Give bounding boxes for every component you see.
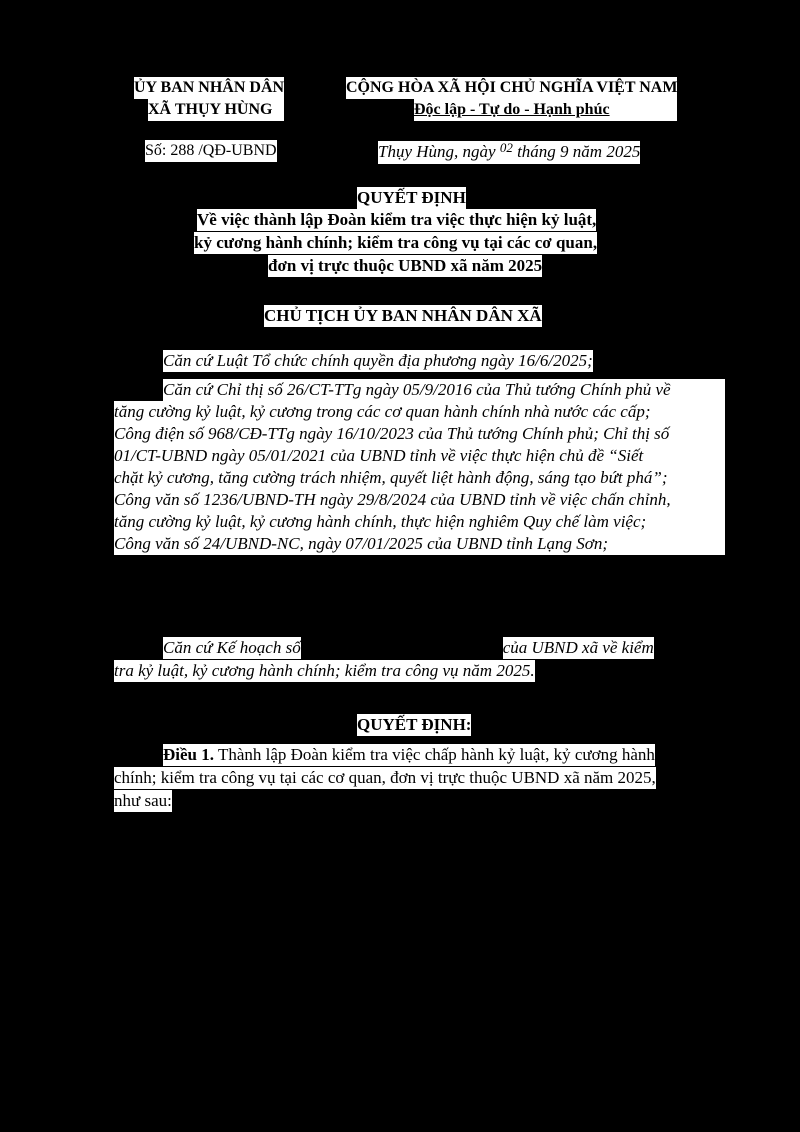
decision-heading: QUYẾT ĐỊNH: xyxy=(357,715,472,734)
agency-block xyxy=(134,77,284,121)
date-day: 02 xyxy=(499,140,513,155)
title-line2: kỷ cương hành chính; kiểm tra công vụ tại các cơ quan, xyxy=(194,233,598,252)
title-line1: Về việc thành lập Đoàn kiểm tra việc thực hiện kỷ luật, xyxy=(197,210,597,229)
basis-p2-line: 01/CT-UBND ngày 05/01/2021 của UBND tỉnh về việc thực hiện chủ đề “Siết xyxy=(114,445,725,467)
basis-p2 xyxy=(114,379,725,555)
document-date xyxy=(378,141,640,164)
basis-p2-line: tăng cường kỷ luật, kỷ cương hành chính, thực hiện nghiêm Quy chế làm việc; xyxy=(114,511,725,533)
date-suffix: tháng 9 năm 2025 xyxy=(517,142,641,161)
national-motto: Độc lập - Tự do - Hạnh phúc xyxy=(414,99,677,121)
title-line3-wrap xyxy=(268,255,542,277)
title-line3: đơn vị trực thuộc UBND xã năm 2025 xyxy=(268,256,543,275)
national-block xyxy=(346,77,677,121)
redacted-block xyxy=(301,640,503,658)
basis-p3-line1 xyxy=(163,637,654,659)
article1-line3: như sau: xyxy=(114,791,172,810)
basis-p2-line: Công điện số 968/CĐ-TTg ngày 16/10/2023 của Thủ tướng Chính phủ; Chỉ thị số xyxy=(114,423,725,445)
agency-name: ỦY BAN NHÂN DÂN xyxy=(134,77,284,99)
authority-heading: CHỦ TỊCH ỦY BAN NHÂN DÂN XÃ xyxy=(264,306,542,325)
basis-p2-line: Công văn số 24/UBND-NC, ngày 07/01/2025 của UBND tỉnh Lạng Sơn; xyxy=(114,533,725,555)
decision-heading-wrap xyxy=(357,714,471,736)
doc-number: Số: 288 /QĐ-UBND xyxy=(145,140,277,162)
basis-p3-end: của UBND xã về kiểm xyxy=(502,638,654,657)
article1-line3-wrap xyxy=(114,790,172,812)
doc-number-wrap xyxy=(145,140,277,162)
article1-first-line xyxy=(163,744,655,766)
title-heading-wrap xyxy=(357,187,466,209)
basis-p3-line2: tra kỷ luật, kỷ cương hành chính; kiểm tra công vụ năm 2025. xyxy=(114,661,535,680)
national-title: CỘNG HÒA XÃ HỘI CHỦ NGHĨA VIỆT NAM xyxy=(346,77,677,99)
article1-line1 xyxy=(163,744,655,766)
basis-p2-line: tăng cường kỷ luật, kỷ cương trong các cơ quan hành chính nhà nước các cấp; xyxy=(114,401,725,423)
basis-p3-start: Căn cứ Kế hoạch số xyxy=(163,638,301,657)
basis-p2-line: Công văn số 1236/UBND-TH ngày 29/8/2024 của UBND tỉnh về việc chấn chỉnh, xyxy=(114,489,725,511)
article1-line2-wrap xyxy=(114,767,656,789)
date-prefix: Thụy Hùng, ngày xyxy=(378,142,496,161)
article1-line2: chính; kiểm tra công vụ tại các cơ quan, đơn vị trực thuộc UBND xã năm 2025, xyxy=(114,768,656,787)
basis-p2-line: Căn cứ Chỉ thị số 26/CT-TTg ngày 05/9/2016 của Thủ tướng Chính phủ về xyxy=(163,379,725,401)
basis-p1-wrap xyxy=(163,350,593,372)
article1-label: Điều 1. xyxy=(163,745,214,764)
title-line2-wrap xyxy=(194,232,597,254)
basis-p3-line2-wrap xyxy=(114,660,535,682)
authority-wrap xyxy=(264,305,542,327)
date-wrap xyxy=(378,141,640,164)
title-heading: QUYẾT ĐỊNH xyxy=(357,188,466,207)
basis-p2-line: chặt kỷ cương, tăng cường trách nhiệm, quyết liệt hành động, sáng tạo bứt phá”; xyxy=(114,467,725,489)
title-line1-wrap xyxy=(197,209,596,231)
article1-text: Thành lập Đoàn kiểm tra việc chấp hành kỷ luật, kỷ cương hành xyxy=(217,745,655,764)
commune-name: XÃ THỤY HÙNG xyxy=(148,99,284,121)
basis-paragraph-1: Căn cứ Luật Tổ chức chính quyền địa phương ngày 16/6/2025; xyxy=(163,351,593,370)
